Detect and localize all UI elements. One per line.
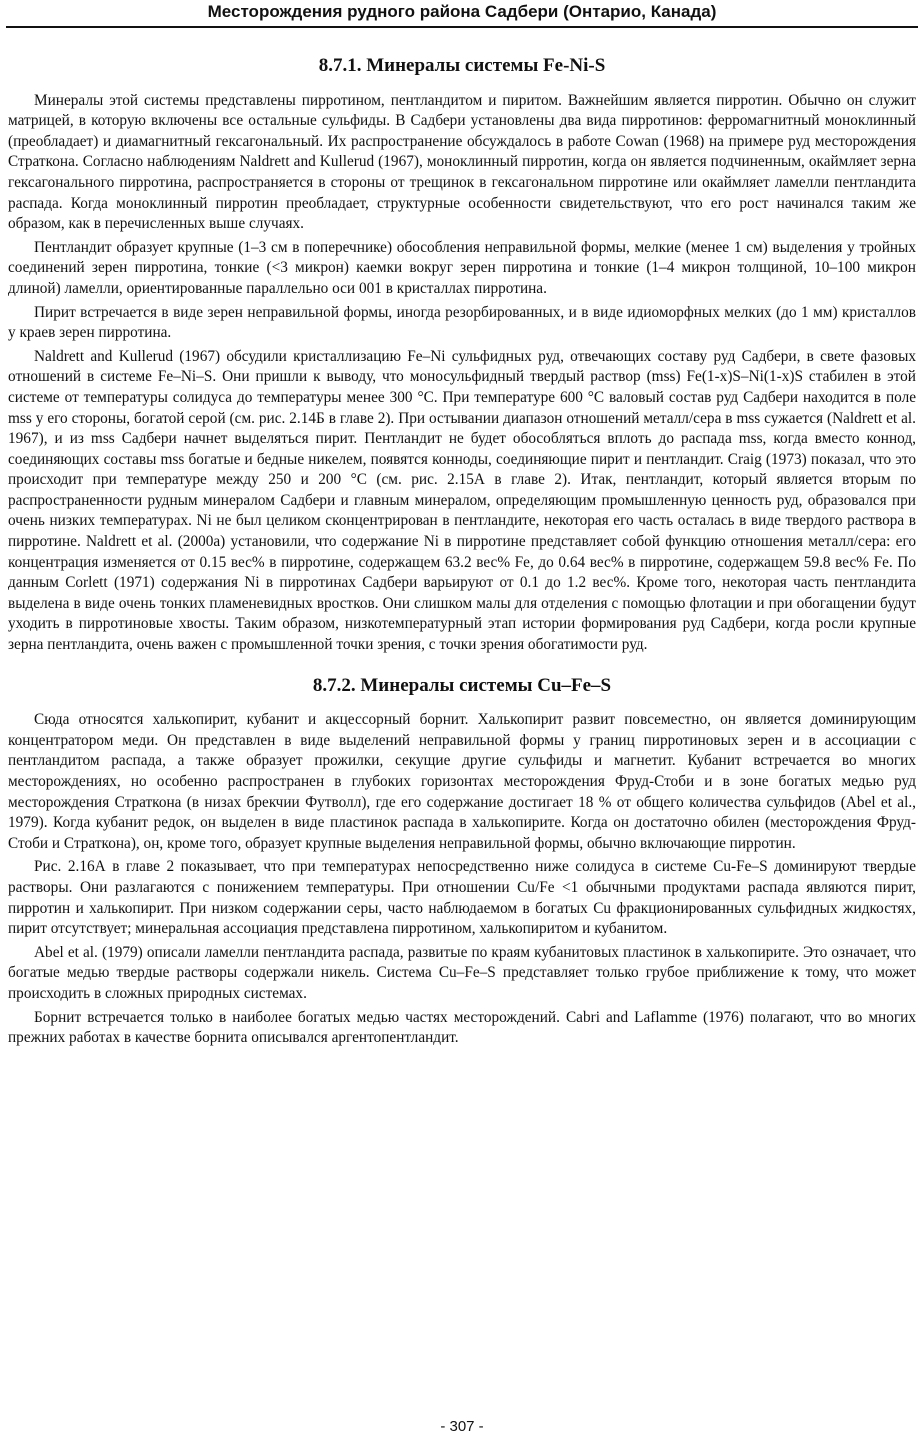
paragraph: Пирит встречается в виде зерен неправильной формы, иногда резорбированных, и в виде идиоморфных мелких (до 1 мм) кристаллов у краев зерен пирротина.	[8, 303, 916, 342]
paragraph: Рис. 2.16А в главе 2 показывает, что при температурах непосредственно ниже солидуса в системе Cu-Fe–S доминируют твердые растворы. Они разлагаются с понижением температуры. При отношении Cu/Fe <1 обычными продуктами распада являются пирит, пирротин и халькопирит. При низком содержании серы, часто наблюдаемом в богатых Cu фракционированных сульфидных жидкостях, пирит отсутствует; минеральная ассоциация представлена пирротином, халькопиритом и кубанитом.	[8, 858, 916, 938]
paragraph: Борнит встречается только в наиболее богатых медью частях месторождений. Cabri and Laflamme (1976) полагают, что во многих прежних работах в качестве борнита описывался аргентопентландит.	[8, 1008, 916, 1047]
paragraph: Naldrett and Kullerud (1967) обсудили кристаллизацию Fe–Ni сульфидных руд, отвечающих составу руд Садбери, в свете фазовых отношений в системе Fe–Ni–S. Они пришли к выводу, что моносульфидный твердый раствор (mss) Fe(1-x)S–Ni(1-x)S стабилен в этой системе от температуры солидуса до температуры менее 300 °С. При температуре 600 °С валовый состав руд Садбери находится в поле mss у его стороны, богатой серой (см. рис. 2.14Б в главе 2). При остывании диапазон отношений металл/сера в mss сужается (Naldrett et al. 1967), и из mss Садбери начнет выделяться пирит. Пентландит не будет обособляться вплоть до распада mss, когда вместо коннод, соединяющих составы mss богатые и бедные никелем, появятся конноды, соединяющие пирит и пентландит. Craig (1973) показал, что это происходит при температуре между 250 и 200 °С (см. рис. 2.15А в главе 2). Итак, пентландит, который является вторым по распространенности рудным минералом Садбери и главным минералом, определяющим промышленную ценность руд, образовался при очень низких температурах. Ni не был целиком сконцентрирован в пентландите, некоторая его часть осталась в виде твердого раствора в пирротине. Naldrett et al. (2000a) установили, что содержание Ni в пирротине представляет собой функцию отношения металл/сера: его концентрация изменяется от 0.15 вес% в пирротине, содержащем 63.2 вес% Fe, до 0.64 вес% в пирротине, содержащем 59.8 вес% Fe. По данным Corlett (1971) содержания Ni в пирротинах Садбери варьируют от 0.1 до 1.2 вес%. Кроме того, некоторая часть пентландита выделена в виде очень тонких пламеневидных вростков. Они слишком малы для отделения с помощью флотации и при обогащении будут уходить в пирротиновые хвосты. Таким образом, низкотемпературный этап истории формирования руд Садбери, когда росли крупные зерна пентландита, очень важен с промышленной точки зрения, с точки зрения обогатимости руд.	[8, 347, 916, 654]
page-body	[8, 50, 916, 1052]
section-title-fe-ni-s: 8.7.1. Минералы системы Fe-Ni-S	[318, 55, 606, 76]
paragraph: Пентландит образует крупные (1–3 см в поперечнике) обособления неправильной формы, мелкие (менее 1 см) выделения у тройных соединений зерен пирротина, тонкие (<3 микрон) каемки вокруг зерен пирротина и тонкие (1–4 микрон толщиной, 10–100 микрон длиной) ламелли, ориентированные параллельно оси 001 в кристаллах пирротина.	[8, 238, 916, 297]
running-header: Месторождения рудного района Садбери (Онтарио, Канада)	[6, 0, 918, 28]
paragraph: Сюда относятся халькопирит, кубанит и акцессорный борнит. Халькопирит развит повсеместно, он является доминирующим концентратором меди. Он представлен в виде выделений неправильной формы у границ пирротиновых зерен и в ассоциации с пентландитом распада, а также образует прожилки, секущие другие сульфиды и магнетит. Кубанит встречается во многих месторождениях, но особенно распространен в глубоких горизонтах месторождения Фруд-Стоби и в зоне богатых медью руд месторождения Страткона (в низах брекчии Футволл), где его содержание достигает 18 % от общего количества сульфидов (Abel et al., 1979). Когда кубанит редок, он выделен в виде пластинок распада в халькопирите. Когда он достаточно обилен (месторождения Фруд-Стоби и Страткона), он, кроме того, образует крупные выделения неправильной формы, обычно включающие пирротин.	[8, 711, 916, 852]
paragraph: Abel et al. (1979) описали ламелли пентландита распада, развитые по краям кубанитовых пластинок в халькопирите. Это означает, что богатые медью твердые растворы содержали никель. Система Cu–Fe–S представляет только грубое приближение к тому, что может происходить в сложных природных системах.	[8, 943, 916, 1002]
paragraph: Минералы этой системы представлены пирротином, пентландитом и пиритом. Важнейшим является пирротин. Обычно он служит матрицей, в которую включены все остальные сульфиды. В Садбери установлены два вида пирротинов: ферромагнитный моноклинный (преобладает) и диамагнитный гексагональный. Их распространение обсуждалось в работе Cowan (1968) на примере руд месторождения Страткона. Согласно наблюдениям Naldrett and Kullerud (1967), моноклинный пирротин, когда он является подчиненным, окаймляет зерна гексагонального пирротина, распространяется в стороны от трещинок в гексагональном пирротине или окаймляет ламелли пентландита распада. Когда моноклинный пирротин преобладает, структурные особенности свидетельствуют, что его рост начинался таким же образом, как в перечисленных выше случаях.	[8, 91, 916, 233]
page-number: - 307 -	[440, 1418, 484, 1435]
section-title-cu-fe-s: 8.7.2. Минералы системы Cu–Fe–S	[312, 674, 612, 696]
